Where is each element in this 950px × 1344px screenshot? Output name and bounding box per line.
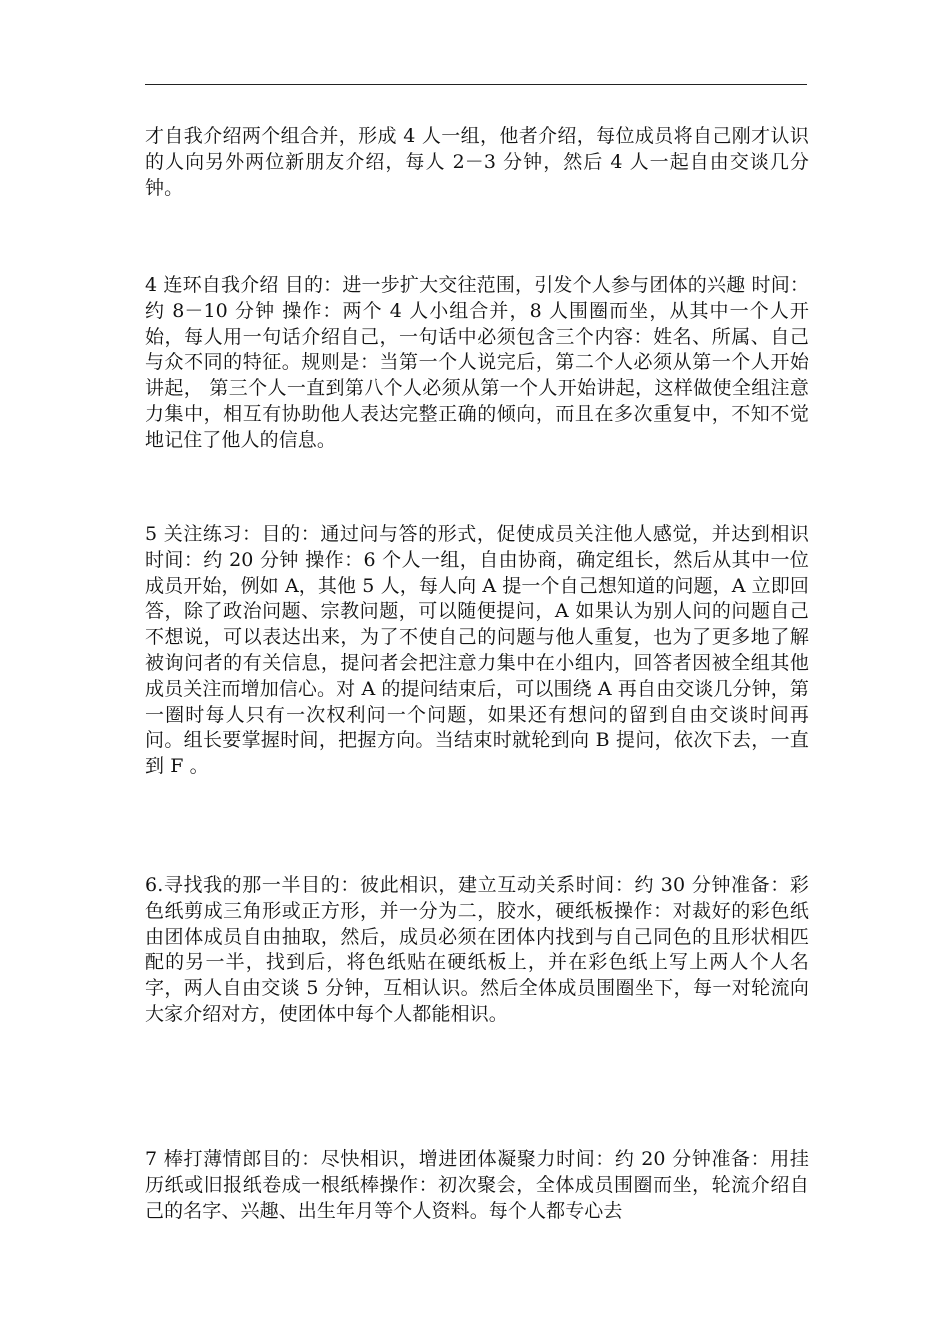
- paragraph-find-my-other-half: 6.寻找我的那一半目的：彼此相识，建立互动关系时间：约 30 分钟准备：彩色纸剪成三角形或正方形，并一分为二，胶水，硬纸板操作：对裁好的彩色纸由团体成员自由抽取，然后，成员必须在团体内找到与自己同色的且形状相匹配的另一半，找到后，将色纸贴在硬纸板上，并在彩色纸上写上两人个人名字，两人自由交谈 5 分钟，互相认识。然后全体成员围圈坐下，每一对轮流向大家介绍对方，使团体中每个人都能相识。: [145, 874, 809, 1025]
- paragraph-chain-self-introduction: 4 连环自我介绍 目的：进一步扩大交往范围，引发个人参与团体的兴趣 时间：约 8－10 分钟 操作：两个 4 人小组合并，8 人围圈而坐，从其中一个人开始，每人用一句话介绍自己，一句话中必须包含三个内容：姓名、所属、自己与众不同的特征。规则是：当第一个人说完后，第二个人必须从第一个人开始讲起， 第三个人一直到第八个人必须从第一个人开始讲起，这样做使全组注意力集中，相互有协助他人表达完整正确的倾向，而且在多次重复中，不知不觉地记住了他人的信息。: [145, 274, 809, 451]
- header-rule: [145, 84, 807, 85]
- paragraph-attention-exercise: 5 关注练习：目的：通过问与答的形式，促使成员关注他人感觉，并达到相识 时间：约 20 分钟 操作：6 个人一组，自由协商，确定组长，然后从其中一位成员开始，例如 A，其他 5 人，每人向 A 提一个自己想知道的问题，A 立即回答，除了政治问题、宗教问题，可以随便提问，A 如果认为别人问的问题自己不想说，可以表达出来，为了不使自己的问题与他人重复，也为了更多地了解被询问者的有关信息，提问者会把注意力集中在小组内，回答者因被全组其他成员关注而增加信心。对 A 的提问结束后，可以围绕 A 再自由交谈几分钟，第一圈时每人只有一次权利问一个问题，如果还有想问的留到自由交谈时间再问。组长要掌握时间，把握方向。当结束时就轮到向 B 提问，依次下去，一直到 F 。: [145, 523, 809, 778]
- paragraph-paper-stick-game: 7 棒打薄情郎目的：尽快相识，增进团体凝聚力时间：约 20 分钟准备：用挂历纸或旧报纸卷成一根纸棒操作：初次聚会，全体成员围圈而坐，轮流介绍自己的名字、兴趣、出生年月等个人资料。每个人都专心去: [145, 1148, 809, 1222]
- paragraph-self-introduction-merge: 才自我介绍两个组合并，形成 4 人一组，他者介绍，每位成员将自己刚才认识的人向另外两位新朋友介绍，每人 2－3 分钟，然后 4 人一起自由交谈几分钟。: [145, 125, 809, 199]
